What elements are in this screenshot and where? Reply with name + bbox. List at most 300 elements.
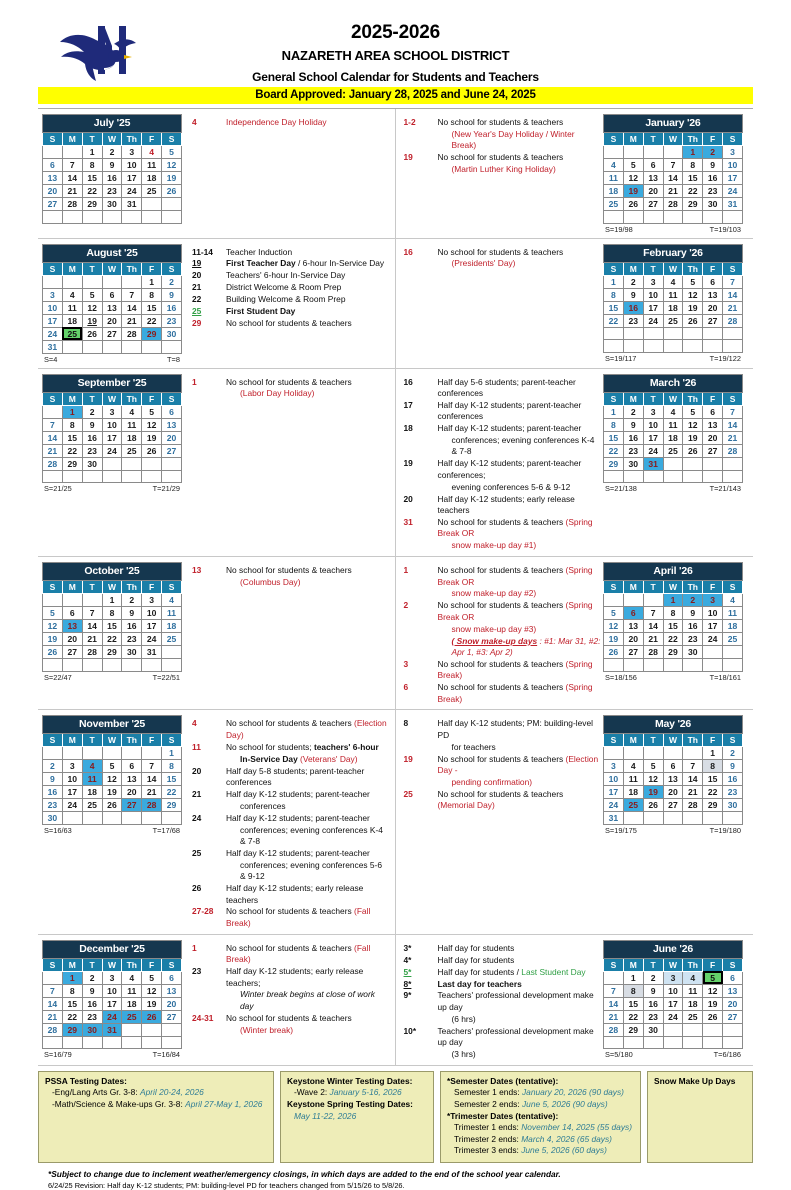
calendar-day-22[interactable]: 22 <box>703 786 723 799</box>
calendar-day-13[interactable]: 13 <box>623 620 643 633</box>
calendar-day-12[interactable]: 12 <box>683 288 703 301</box>
calendar-day-21[interactable]: 21 <box>683 786 703 799</box>
calendar-day-9[interactable]: 9 <box>643 984 663 997</box>
calendar-day-6[interactable]: 6 <box>643 159 663 172</box>
calendar-day-26[interactable]: 26 <box>43 646 63 659</box>
calendar-day-31[interactable]: 31 <box>604 812 624 825</box>
calendar-day-16[interactable]: 16 <box>102 172 122 185</box>
calendar-day-19[interactable]: 19 <box>643 786 663 799</box>
calendar-day-10[interactable]: 10 <box>43 301 63 314</box>
calendar-day-16[interactable]: 16 <box>162 301 182 314</box>
calendar-day-26[interactable]: 26 <box>683 314 703 327</box>
calendar-day-17[interactable]: 17 <box>43 314 63 327</box>
calendar-day-7[interactable]: 7 <box>142 760 162 773</box>
calendar-day-16[interactable]: 16 <box>623 431 643 444</box>
calendar-day-11[interactable]: 11 <box>122 418 142 431</box>
calendar-day-7[interactable]: 7 <box>604 984 624 997</box>
calendar-day-2[interactable]: 2 <box>643 971 663 984</box>
calendar-day-1[interactable]: 1 <box>102 594 122 607</box>
calendar-day-7[interactable]: 7 <box>82 607 102 620</box>
calendar-day-17[interactable]: 17 <box>604 786 624 799</box>
calendar-day-9[interactable]: 9 <box>82 984 102 997</box>
calendar-day-29[interactable]: 29 <box>703 799 723 812</box>
calendar-day-27[interactable]: 27 <box>723 1010 743 1023</box>
calendar-day-5[interactable]: 5 <box>43 607 63 620</box>
calendar-day-14[interactable]: 14 <box>604 997 624 1010</box>
calendar-day-24[interactable]: 24 <box>723 185 743 198</box>
calendar-day-25[interactable]: 25 <box>663 444 683 457</box>
calendar-day-29[interactable]: 29 <box>102 646 122 659</box>
calendar-day-23[interactable]: 23 <box>82 444 102 457</box>
calendar-day-12[interactable]: 12 <box>82 301 102 314</box>
calendar-day-26[interactable]: 26 <box>142 1010 162 1023</box>
calendar-day-3[interactable]: 3 <box>122 146 142 159</box>
calendar-day-10[interactable]: 10 <box>723 159 743 172</box>
calendar-day-21[interactable]: 21 <box>122 314 142 327</box>
calendar-day-17[interactable]: 17 <box>102 431 122 444</box>
calendar-day-30[interactable]: 30 <box>162 327 182 340</box>
calendar-day-19[interactable]: 19 <box>683 431 703 444</box>
calendar-day-19[interactable]: 19 <box>683 301 703 314</box>
calendar-day-29[interactable]: 29 <box>604 457 624 470</box>
calendar-day-25[interactable]: 25 <box>663 314 683 327</box>
calendar-day-2[interactable]: 2 <box>162 275 182 288</box>
calendar-day-9[interactable]: 9 <box>122 607 142 620</box>
calendar-day-28[interactable]: 28 <box>643 646 663 659</box>
calendar-day-19[interactable]: 19 <box>102 786 122 799</box>
calendar-day-12[interactable]: 12 <box>703 984 723 997</box>
calendar-day-2[interactable]: 2 <box>623 275 643 288</box>
calendar-day-25[interactable]: 25 <box>604 198 624 211</box>
calendar-day-28[interactable]: 28 <box>122 327 142 340</box>
calendar-day-30[interactable]: 30 <box>122 646 142 659</box>
calendar-day-18[interactable]: 18 <box>122 997 142 1010</box>
calendar-day-23[interactable]: 23 <box>82 1010 102 1023</box>
calendar-day-5[interactable]: 5 <box>683 405 703 418</box>
calendar-day-5[interactable]: 5 <box>82 288 102 301</box>
calendar-day-16[interactable]: 16 <box>623 301 643 314</box>
calendar-day-11[interactable]: 11 <box>723 607 743 620</box>
calendar-day-10[interactable]: 10 <box>663 984 683 997</box>
calendar-day-1[interactable]: 1 <box>604 275 624 288</box>
calendar-day-8[interactable]: 8 <box>604 418 624 431</box>
calendar-day-16[interactable]: 16 <box>82 997 102 1010</box>
calendar-day-27[interactable]: 27 <box>703 314 723 327</box>
calendar-day-12[interactable]: 12 <box>623 172 643 185</box>
calendar-day-14[interactable]: 14 <box>62 172 82 185</box>
calendar-day-2[interactable]: 2 <box>723 747 743 760</box>
calendar-day-27[interactable]: 27 <box>162 1010 182 1023</box>
calendar-day-15[interactable]: 15 <box>703 773 723 786</box>
calendar-day-27[interactable]: 27 <box>102 327 122 340</box>
calendar-day-24[interactable]: 24 <box>643 444 663 457</box>
calendar-day-1[interactable]: 1 <box>62 405 82 418</box>
calendar-day-26[interactable]: 26 <box>102 799 122 812</box>
calendar-day-4[interactable]: 4 <box>604 159 624 172</box>
calendar-day-13[interactable]: 13 <box>62 620 82 633</box>
calendar-day-31[interactable]: 31 <box>43 340 63 353</box>
calendar-day-19[interactable]: 19 <box>142 431 162 444</box>
calendar-day-11[interactable]: 11 <box>604 172 624 185</box>
calendar-day-28[interactable]: 28 <box>604 1023 624 1036</box>
calendar-day-30[interactable]: 30 <box>43 812 63 825</box>
calendar-day-11[interactable]: 11 <box>142 159 162 172</box>
calendar-day-24[interactable]: 24 <box>102 1010 122 1023</box>
calendar-day-19[interactable]: 19 <box>82 314 102 327</box>
calendar-day-4[interactable]: 4 <box>142 146 162 159</box>
calendar-day-20[interactable]: 20 <box>723 997 743 1010</box>
calendar-day-8[interactable]: 8 <box>663 607 683 620</box>
calendar-day-21[interactable]: 21 <box>643 633 663 646</box>
calendar-day-10[interactable]: 10 <box>62 773 82 786</box>
calendar-day-17[interactable]: 17 <box>102 997 122 1010</box>
calendar-day-6[interactable]: 6 <box>723 971 743 984</box>
calendar-day-1[interactable]: 1 <box>703 747 723 760</box>
calendar-day-6[interactable]: 6 <box>663 760 683 773</box>
calendar-day-13[interactable]: 13 <box>102 301 122 314</box>
calendar-day-6[interactable]: 6 <box>703 405 723 418</box>
calendar-day-3[interactable]: 3 <box>663 971 683 984</box>
calendar-day-25[interactable]: 25 <box>122 1010 142 1023</box>
calendar-day-4[interactable]: 4 <box>122 971 142 984</box>
calendar-day-23[interactable]: 23 <box>122 633 142 646</box>
calendar-day-26[interactable]: 26 <box>82 327 102 340</box>
calendar-day-20[interactable]: 20 <box>102 314 122 327</box>
calendar-day-29[interactable]: 29 <box>162 799 182 812</box>
calendar-day-30[interactable]: 30 <box>723 799 743 812</box>
calendar-day-2[interactable]: 2 <box>623 405 643 418</box>
calendar-day-17[interactable]: 17 <box>663 997 683 1010</box>
calendar-day-4[interactable]: 4 <box>663 275 683 288</box>
calendar-day-24[interactable]: 24 <box>142 633 162 646</box>
calendar-day-15[interactable]: 15 <box>82 172 102 185</box>
calendar-day-2[interactable]: 2 <box>102 146 122 159</box>
calendar-day-25[interactable]: 25 <box>122 444 142 457</box>
calendar-day-8[interactable]: 8 <box>703 760 723 773</box>
calendar-day-21[interactable]: 21 <box>142 786 162 799</box>
calendar-day-20[interactable]: 20 <box>623 633 643 646</box>
calendar-day-28[interactable]: 28 <box>723 314 743 327</box>
calendar-day-10[interactable]: 10 <box>122 159 142 172</box>
calendar-day-28[interactable]: 28 <box>142 799 162 812</box>
calendar-day-28[interactable]: 28 <box>43 457 63 470</box>
calendar-day-8[interactable]: 8 <box>604 288 624 301</box>
calendar-day-24[interactable]: 24 <box>663 1010 683 1023</box>
calendar-day-10[interactable]: 10 <box>643 418 663 431</box>
calendar-day-15[interactable]: 15 <box>62 431 82 444</box>
calendar-day-29[interactable]: 29 <box>663 646 683 659</box>
calendar-day-8[interactable]: 8 <box>623 984 643 997</box>
calendar-day-20[interactable]: 20 <box>663 786 683 799</box>
calendar-day-3[interactable]: 3 <box>43 288 63 301</box>
calendar-day-26[interactable]: 26 <box>683 444 703 457</box>
calendar-day-24[interactable]: 24 <box>102 444 122 457</box>
calendar-day-2[interactable]: 2 <box>683 594 703 607</box>
calendar-day-15[interactable]: 15 <box>604 431 624 444</box>
calendar-day-20[interactable]: 20 <box>162 431 182 444</box>
calendar-day-28[interactable]: 28 <box>663 198 683 211</box>
calendar-day-26[interactable]: 26 <box>604 646 624 659</box>
calendar-day-14[interactable]: 14 <box>82 620 102 633</box>
calendar-day-21[interactable]: 21 <box>43 1010 63 1023</box>
calendar-day-6[interactable]: 6 <box>703 275 723 288</box>
calendar-day-6[interactable]: 6 <box>162 971 182 984</box>
calendar-day-25[interactable]: 25 <box>62 327 82 340</box>
calendar-day-15[interactable]: 15 <box>162 773 182 786</box>
calendar-day-27[interactable]: 27 <box>122 799 142 812</box>
calendar-day-24[interactable]: 24 <box>43 327 63 340</box>
calendar-day-10[interactable]: 10 <box>703 607 723 620</box>
calendar-day-20[interactable]: 20 <box>703 301 723 314</box>
calendar-day-3[interactable]: 3 <box>643 275 663 288</box>
calendar-day-6[interactable]: 6 <box>162 405 182 418</box>
calendar-day-17[interactable]: 17 <box>643 431 663 444</box>
calendar-day-28[interactable]: 28 <box>62 198 82 211</box>
calendar-day-1[interactable]: 1 <box>82 146 102 159</box>
calendar-day-20[interactable]: 20 <box>162 997 182 1010</box>
calendar-day-22[interactable]: 22 <box>82 185 102 198</box>
calendar-day-15[interactable]: 15 <box>604 301 624 314</box>
calendar-day-5[interactable]: 5 <box>604 607 624 620</box>
calendar-day-6[interactable]: 6 <box>623 607 643 620</box>
calendar-day-7[interactable]: 7 <box>723 405 743 418</box>
calendar-day-15[interactable]: 15 <box>62 997 82 1010</box>
calendar-day-22[interactable]: 22 <box>604 314 624 327</box>
calendar-day-22[interactable]: 22 <box>62 444 82 457</box>
calendar-day-12[interactable]: 12 <box>162 159 182 172</box>
calendar-day-14[interactable]: 14 <box>723 288 743 301</box>
calendar-day-13[interactable]: 13 <box>43 172 63 185</box>
calendar-day-4[interactable]: 4 <box>623 760 643 773</box>
calendar-day-16[interactable]: 16 <box>723 773 743 786</box>
calendar-day-12[interactable]: 12 <box>102 773 122 786</box>
calendar-day-12[interactable]: 12 <box>43 620 63 633</box>
calendar-day-29[interactable]: 29 <box>62 457 82 470</box>
calendar-day-4[interactable]: 4 <box>723 594 743 607</box>
calendar-day-27[interactable]: 27 <box>43 198 63 211</box>
calendar-day-12[interactable]: 12 <box>683 418 703 431</box>
calendar-day-1[interactable]: 1 <box>623 971 643 984</box>
calendar-day-20[interactable]: 20 <box>43 185 63 198</box>
calendar-day-23[interactable]: 23 <box>623 444 643 457</box>
calendar-day-21[interactable]: 21 <box>663 185 683 198</box>
calendar-day-16[interactable]: 16 <box>122 620 142 633</box>
calendar-day-4[interactable]: 4 <box>683 971 703 984</box>
calendar-day-14[interactable]: 14 <box>683 773 703 786</box>
calendar-day-17[interactable]: 17 <box>122 172 142 185</box>
calendar-day-11[interactable]: 11 <box>62 301 82 314</box>
calendar-day-9[interactable]: 9 <box>43 773 63 786</box>
calendar-day-5[interactable]: 5 <box>102 760 122 773</box>
calendar-day-14[interactable]: 14 <box>43 997 63 1010</box>
calendar-day-23[interactable]: 23 <box>623 314 643 327</box>
calendar-day-3[interactable]: 3 <box>643 405 663 418</box>
calendar-day-18[interactable]: 18 <box>82 786 102 799</box>
calendar-day-3[interactable]: 3 <box>102 405 122 418</box>
calendar-day-6[interactable]: 6 <box>122 760 142 773</box>
calendar-day-7[interactable]: 7 <box>43 418 63 431</box>
calendar-day-27[interactable]: 27 <box>162 444 182 457</box>
calendar-day-15[interactable]: 15 <box>683 172 703 185</box>
calendar-day-13[interactable]: 13 <box>703 288 723 301</box>
calendar-day-20[interactable]: 20 <box>703 431 723 444</box>
calendar-day-20[interactable]: 20 <box>62 633 82 646</box>
calendar-day-14[interactable]: 14 <box>643 620 663 633</box>
calendar-day-31[interactable]: 31 <box>142 646 162 659</box>
calendar-day-4[interactable]: 4 <box>82 760 102 773</box>
calendar-day-1[interactable]: 1 <box>663 594 683 607</box>
calendar-day-30[interactable]: 30 <box>82 457 102 470</box>
calendar-day-11[interactable]: 11 <box>623 773 643 786</box>
calendar-day-3[interactable]: 3 <box>604 760 624 773</box>
calendar-day-13[interactable]: 13 <box>162 418 182 431</box>
calendar-day-25[interactable]: 25 <box>623 799 643 812</box>
calendar-day-8[interactable]: 8 <box>162 760 182 773</box>
calendar-day-16[interactable]: 16 <box>703 172 723 185</box>
calendar-day-25[interactable]: 25 <box>82 799 102 812</box>
calendar-day-6[interactable]: 6 <box>102 288 122 301</box>
calendar-day-3[interactable]: 3 <box>102 971 122 984</box>
calendar-day-5[interactable]: 5 <box>142 405 162 418</box>
calendar-day-23[interactable]: 23 <box>102 185 122 198</box>
calendar-day-16[interactable]: 16 <box>683 620 703 633</box>
calendar-day-13[interactable]: 13 <box>723 984 743 997</box>
calendar-day-28[interactable]: 28 <box>43 1023 63 1036</box>
calendar-day-1[interactable]: 1 <box>604 405 624 418</box>
calendar-day-29[interactable]: 29 <box>142 327 162 340</box>
calendar-day-19[interactable]: 19 <box>623 185 643 198</box>
calendar-day-14[interactable]: 14 <box>723 418 743 431</box>
calendar-day-23[interactable]: 23 <box>162 314 182 327</box>
calendar-day-12[interactable]: 12 <box>142 418 162 431</box>
calendar-day-26[interactable]: 26 <box>162 185 182 198</box>
calendar-day-27[interactable]: 27 <box>643 198 663 211</box>
calendar-day-14[interactable]: 14 <box>43 431 63 444</box>
calendar-day-15[interactable]: 15 <box>142 301 162 314</box>
calendar-day-5[interactable]: 5 <box>703 971 723 984</box>
calendar-day-8[interactable]: 8 <box>62 418 82 431</box>
calendar-day-26[interactable]: 26 <box>643 799 663 812</box>
calendar-day-27[interactable]: 27 <box>62 646 82 659</box>
calendar-day-11[interactable]: 11 <box>82 773 102 786</box>
calendar-day-19[interactable]: 19 <box>162 172 182 185</box>
calendar-day-5[interactable]: 5 <box>683 275 703 288</box>
calendar-day-29[interactable]: 29 <box>683 198 703 211</box>
calendar-day-22[interactable]: 22 <box>162 786 182 799</box>
calendar-day-14[interactable]: 14 <box>142 773 162 786</box>
calendar-day-17[interactable]: 17 <box>723 172 743 185</box>
calendar-day-1[interactable]: 1 <box>162 747 182 760</box>
calendar-day-13[interactable]: 13 <box>703 418 723 431</box>
calendar-day-22[interactable]: 22 <box>102 633 122 646</box>
calendar-day-18[interactable]: 18 <box>162 620 182 633</box>
calendar-day-16[interactable]: 16 <box>82 431 102 444</box>
calendar-day-14[interactable]: 14 <box>122 301 142 314</box>
calendar-day-1[interactable]: 1 <box>142 275 162 288</box>
calendar-day-9[interactable]: 9 <box>683 607 703 620</box>
calendar-day-10[interactable]: 10 <box>604 773 624 786</box>
calendar-day-24[interactable]: 24 <box>122 185 142 198</box>
calendar-day-20[interactable]: 20 <box>643 185 663 198</box>
calendar-day-21[interactable]: 21 <box>723 431 743 444</box>
calendar-day-12[interactable]: 12 <box>142 984 162 997</box>
calendar-day-13[interactable]: 13 <box>663 773 683 786</box>
calendar-day-7[interactable]: 7 <box>122 288 142 301</box>
calendar-day-10[interactable]: 10 <box>102 984 122 997</box>
calendar-day-19[interactable]: 19 <box>703 997 723 1010</box>
calendar-day-18[interactable]: 18 <box>122 431 142 444</box>
calendar-day-31[interactable]: 31 <box>122 198 142 211</box>
calendar-day-6[interactable]: 6 <box>43 159 63 172</box>
calendar-day-31[interactable]: 31 <box>723 198 743 211</box>
calendar-day-3[interactable]: 3 <box>62 760 82 773</box>
calendar-day-10[interactable]: 10 <box>142 607 162 620</box>
calendar-day-2[interactable]: 2 <box>703 146 723 159</box>
calendar-day-7[interactable]: 7 <box>43 984 63 997</box>
calendar-day-8[interactable]: 8 <box>62 984 82 997</box>
calendar-day-18[interactable]: 18 <box>623 786 643 799</box>
calendar-day-27[interactable]: 27 <box>703 444 723 457</box>
calendar-day-10[interactable]: 10 <box>102 418 122 431</box>
calendar-day-11[interactable]: 11 <box>663 288 683 301</box>
calendar-day-8[interactable]: 8 <box>102 607 122 620</box>
calendar-day-18[interactable]: 18 <box>723 620 743 633</box>
calendar-day-26[interactable]: 26 <box>703 1010 723 1023</box>
calendar-day-25[interactable]: 25 <box>683 1010 703 1023</box>
calendar-day-21[interactable]: 21 <box>723 301 743 314</box>
calendar-day-12[interactable]: 12 <box>604 620 624 633</box>
calendar-day-9[interactable]: 9 <box>162 288 182 301</box>
calendar-day-7[interactable]: 7 <box>62 159 82 172</box>
calendar-day-22[interactable]: 22 <box>623 1010 643 1023</box>
calendar-day-3[interactable]: 3 <box>723 146 743 159</box>
calendar-day-23[interactable]: 23 <box>723 786 743 799</box>
calendar-day-8[interactable]: 8 <box>82 159 102 172</box>
calendar-day-13[interactable]: 13 <box>162 984 182 997</box>
calendar-day-9[interactable]: 9 <box>102 159 122 172</box>
calendar-day-15[interactable]: 15 <box>663 620 683 633</box>
calendar-day-2[interactable]: 2 <box>43 760 63 773</box>
calendar-day-27[interactable]: 27 <box>623 646 643 659</box>
calendar-day-6[interactable]: 6 <box>62 607 82 620</box>
calendar-day-23[interactable]: 23 <box>43 799 63 812</box>
calendar-day-29[interactable]: 29 <box>623 1023 643 1036</box>
calendar-day-11[interactable]: 11 <box>663 418 683 431</box>
calendar-day-16[interactable]: 16 <box>643 997 663 1010</box>
calendar-day-13[interactable]: 13 <box>643 172 663 185</box>
calendar-day-24[interactable]: 24 <box>604 799 624 812</box>
calendar-day-18[interactable]: 18 <box>663 301 683 314</box>
calendar-day-12[interactable]: 12 <box>643 773 663 786</box>
calendar-day-22[interactable]: 22 <box>62 1010 82 1023</box>
calendar-day-23[interactable]: 23 <box>643 1010 663 1023</box>
calendar-day-13[interactable]: 13 <box>122 773 142 786</box>
calendar-day-7[interactable]: 7 <box>663 159 683 172</box>
calendar-day-28[interactable]: 28 <box>683 799 703 812</box>
calendar-day-30[interactable]: 30 <box>82 1023 102 1036</box>
calendar-day-21[interactable]: 21 <box>82 633 102 646</box>
calendar-day-22[interactable]: 22 <box>604 444 624 457</box>
calendar-day-5[interactable]: 5 <box>623 159 643 172</box>
calendar-day-27[interactable]: 27 <box>663 799 683 812</box>
calendar-day-1[interactable]: 1 <box>683 146 703 159</box>
calendar-day-25[interactable]: 25 <box>162 633 182 646</box>
calendar-day-20[interactable]: 20 <box>122 786 142 799</box>
calendar-day-21[interactable]: 21 <box>62 185 82 198</box>
calendar-day-4[interactable]: 4 <box>62 288 82 301</box>
calendar-day-23[interactable]: 23 <box>683 633 703 646</box>
calendar-day-11[interactable]: 11 <box>162 607 182 620</box>
